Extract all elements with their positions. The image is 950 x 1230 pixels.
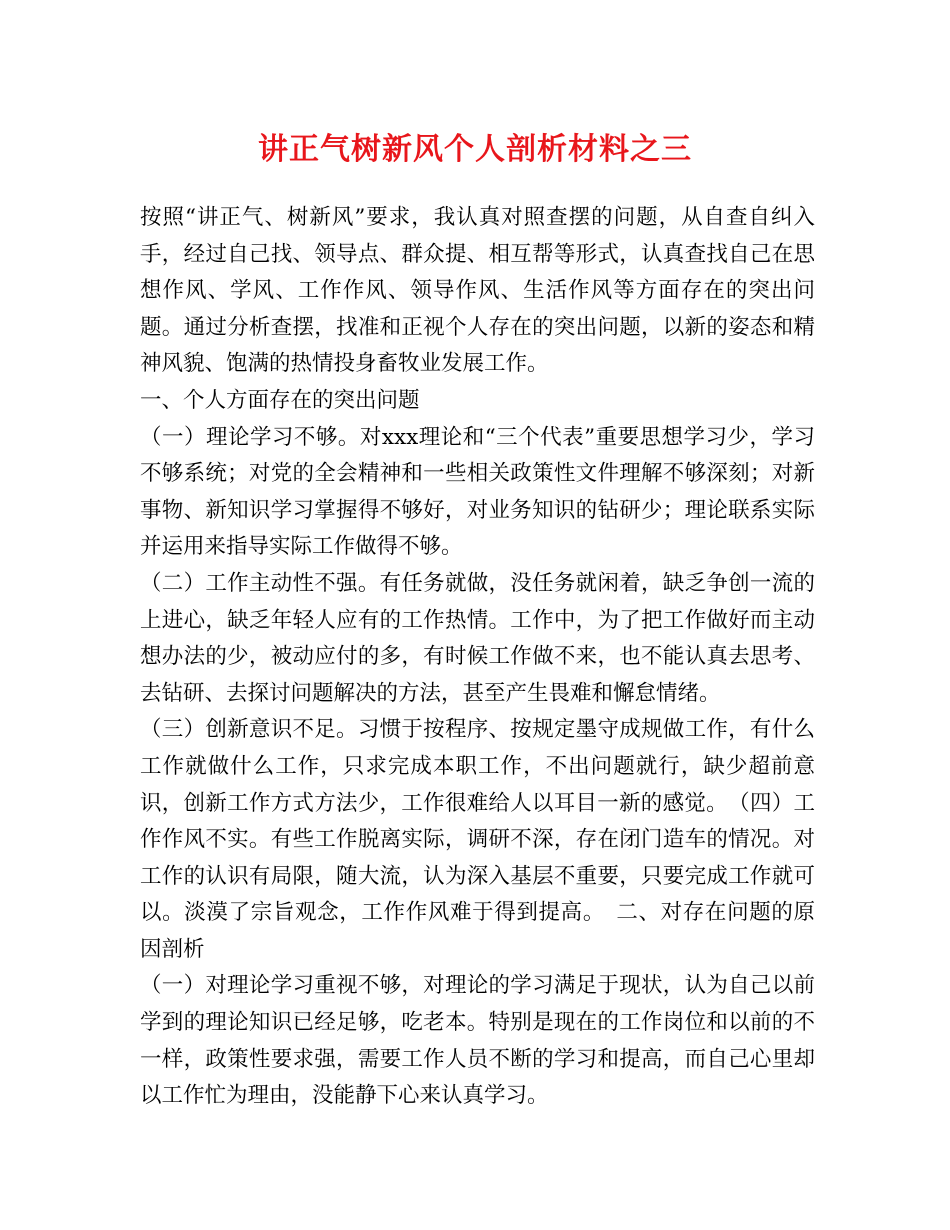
intro-paragraph: 按照“讲正气、树新风”要求，我认真对照查摆的问题，从自查自纠入手，经过自己找、领导点、群众提、相互帮等形式，认真查找自己在思想作风、学风、工作作风、领导作风、生活作风等方面存在的突出问题。通过分析查摆，找准和正视个人存在的突出问题，以新的姿态和精神风貌、饱满的热情投身畜牧业发展工作。	[140, 205, 815, 377]
section-heading-1: 一、个人方面存在的突出问题	[140, 387, 420, 413]
issue-paragraph-3-4: （三）创新意识不足。习惯于按程序、按规定墨守成规做工作，有什么工作就做什么工作，只求完成本职工作，不出问题就行，缺少超前意识，创新工作方式方法少，工作很难给人以耳目一新的感觉。 （四）工作作风不实。有些工作脱离实际，调研不深，存在闭门造车的情况。对工作的认识有局限，随大流，认为深入基层不重要，只要完成工作就可以。淡漠了宗旨观念，工作作风难于得到提高。 二、对存在问题的原因剖析	[140, 717, 815, 962]
issue-paragraph-2: （二）工作主动性不强。有任务就做，没任务就闲着，缺乏争创一流的上进心，缺乏年轻人应有的工作热情。工作中，为了把工作做好而主动想办法的少，被动应付的多，有时候工作做不来，也不能认真去思考、去钻研、去探讨问题解决的方法，甚至产生畏难和懈怠情绪。	[140, 570, 815, 706]
issue-paragraph-1: （一）理论学习不够。对xxx理论和“三个代表”重要思想学习少，学习不够系统；对党的全会精神和一些相关政策性文件理解不够深刻；对新事物、新知识学习掌握得不够好，对业务知识的钻研少；理论联系实际并运用来指导实际工作做得不够。	[140, 424, 815, 560]
cause-paragraph-1: （一）对理论学习重视不够，对理论的学习满足于现状，认为自己以前学到的理论知识已经足够，吃老本。特别是现在的工作岗位和以前的不一样，政策性要求强，需要工作人员不断的学习和提高，而自己心里却以工作忙为理由，没能静下心来认真学习。	[140, 973, 815, 1109]
document-body	[140, 200, 815, 1115]
document-title: 讲正气树新风个人剖析材料之三	[258, 132, 692, 167]
